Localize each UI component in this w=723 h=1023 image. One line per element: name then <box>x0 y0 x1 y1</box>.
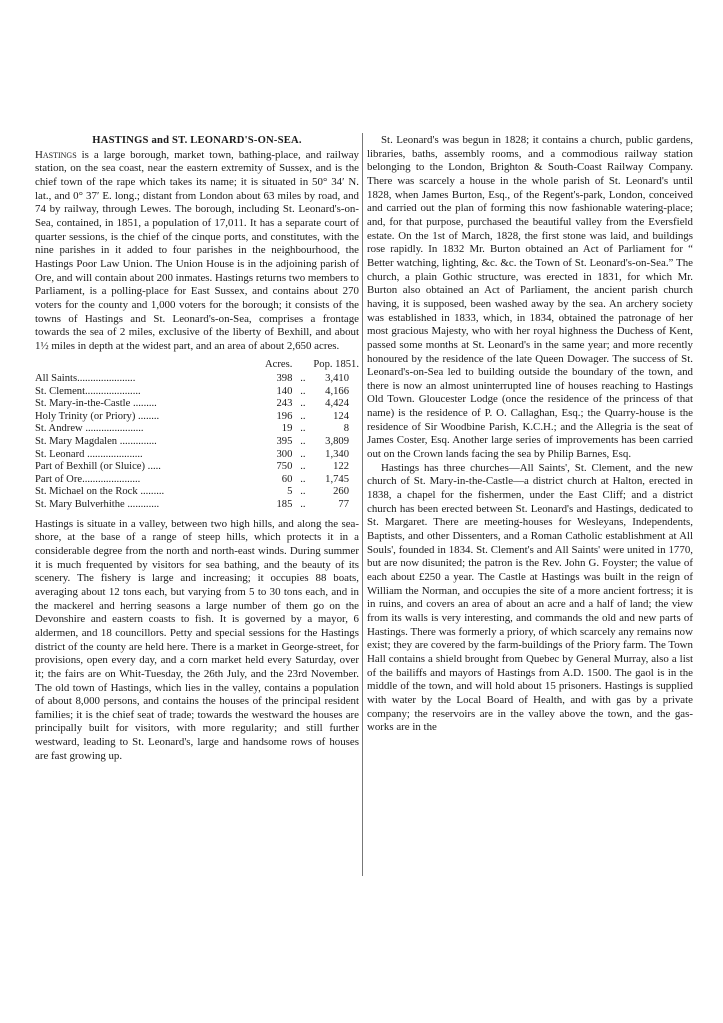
column-divider <box>362 133 363 876</box>
parish-acres: 140 <box>276 385 293 397</box>
parish-separator: .. <box>300 461 306 473</box>
parish-acres: 19 <box>281 423 293 435</box>
parish-acres: 395 <box>276 436 293 448</box>
parish-separator: .. <box>300 398 306 410</box>
parish-acres: 196 <box>276 410 293 422</box>
intro-text: is a large borough, market town, bathing-place, and railway station, on the sea coast, near the eastern extremity of Sussex, and is the chief town of the rape which takes its name; it is situated in 50° 34′ N. lat., and 0° 37′ E. long.; distant from London about 63 miles by road, and 74 by railway, through Lewes. The borough, including St. Leonard's-on-Sea, contained, in 1851, a population of 17,011. It has a separate court of quarter sessions, is the chief of the cinque ports, and constitutes, with the nine parishes in it added to four parishes in the neighbourhood, the Hastings Poor Law Union. The Union House is in the adjoining parish of Ore, and will contain about 200 inmates. Hastings returns two members to Parliament, is a polling-place for East Sussex, and contains about 270 voters for the county and 1,000 voters for the borough; it consists of the towns of Hastings and St. Leonard's-on-Sea, comprises a frontage towards the sea of 2 miles, exclusive of the liberty of Bexhill, and about 1½ miles in depth at the widest part, and an area of about 2,650 acres. <box>35 148 359 352</box>
article-title: HASTINGS and ST. LEONARD'S-ON-SEA. <box>92 135 302 146</box>
parish-row <box>35 474 359 487</box>
parish-acres: 398 <box>276 373 293 385</box>
parish-population: 260 <box>333 486 349 498</box>
parish-row <box>35 449 359 462</box>
parish-row <box>35 423 359 436</box>
parish-population: 4,166 <box>325 385 349 397</box>
parish-acres: 5 <box>287 486 293 498</box>
parish-acres: 60 <box>281 473 293 485</box>
parish-acres: 300 <box>276 448 293 460</box>
parish-separator: .. <box>300 423 306 435</box>
parish-name: All Saints...................... <box>35 373 136 385</box>
parish-separator: .. <box>300 486 306 498</box>
parish-name: St. Michael on the Rock ......... <box>35 486 165 498</box>
parish-acres: 185 <box>276 499 293 511</box>
parish-population: 77 <box>338 499 349 511</box>
intro-paragraph <box>35 149 359 354</box>
header-acres: Acres. <box>265 358 293 370</box>
parish-separator: .. <box>300 410 306 422</box>
parish-population: 3,410 <box>325 373 349 385</box>
parish-name: St. Clement..................... <box>35 385 141 397</box>
situation-paragraph: Hastings is situate in a valley, between two high hills, and along the sea-shore, at the base of a range of steep hills, which protects it in a considerable degree from the north and north-east winds. During summer it is much frequented by visitors for sea bathing, and the beauty of its scenery. The fishery is large and increasing; it occupies 88 boats, averaging about 12 tons each, but varying from 5 to 30 tons each, and in the mackerel and herring seasons a large number of them go on the Devonshire and eastern coasts to fish. It is governed by a mayor, 6 aldermen, and 18 councillors. Petty and special sessions for the Hastings district of the county are held here. There is a market in George-street, for provisions, open every day, and a corn market held every Saturday, over it; the fairs are on Whit-Tuesday, the 26th July, and the 23rd November. The old town of Hastings, which lies in the valley, contains a population of about 8,000 persons, and contains the houses of the principal resident families; it is the chief seat of trade; towards the westward the houses are principally built for visitors, with more regularity; and still further westward, leading to St. Leonard's, large and handsome rows of houses are fast growing up. <box>35 517 359 762</box>
parish-row <box>35 486 359 499</box>
parish-name: Holy Trinity (or Priory) ........ <box>35 410 160 422</box>
parish-row <box>35 461 359 474</box>
parish-row <box>35 398 359 411</box>
churches-paragraph: Hastings has three churches—All Saints', St. Clement, and the new church of St. Mary-in-the-Castle—a district church at Halton, erected in 1838, a chapel for the fishermen, under the East Cliff; and a district church has been erected between St. Leonard's and Hastings, dedicated to St. Margaret. There are meeting-houses for Wesleyans, Independents, Baptists, and other Dissenters, and a Roman Catholic establishment at All Souls', founded in 1834. St. Clement's and All Saints' were united in 1770, but are now disunited; the patron is the Rev. John G. Foyster; the value of each about £250 a year. The Castle at Hastings was built in the reign of William the Norman, and occupies the site of a more ancient fortress; it is in ruins, and covers an area of about an acre and a half of land; the view from its walls is very interesting, and commands the old and new parts of Hastings. There was formerly a priory, of which scarcely any remains now exist; they are covered by the farm-buildings of the Priory farm. The Town Hall contains a shield brought from Quebec by General Murray, also a list of the bailiffs and mayors of Hastings from A.D. 1500. The gaol is in the middle of the town, and will hold about 15 prisoners. Hastings is supplied with water by the Local Board of Health, and with gas by a private company; the reservoirs are in the valley above the town, and the gas-works are in the <box>367 461 693 734</box>
parish-name: Part of Ore...................... <box>35 473 141 485</box>
parish-name: St. Leonard ..................... <box>35 448 143 460</box>
parish-separator: .. <box>300 448 306 460</box>
parish-acres: 243 <box>276 398 293 410</box>
parish-population: 4,424 <box>325 398 349 410</box>
right-column <box>367 134 693 735</box>
parish-row <box>35 436 359 449</box>
parish-population: 8 <box>343 423 349 435</box>
parish-row <box>35 411 359 424</box>
parish-row <box>35 373 359 386</box>
parish-population: 3,809 <box>325 436 349 448</box>
parish-row <box>35 499 359 512</box>
lead-word: Hastings <box>35 148 77 161</box>
parish-population: 1,745 <box>325 473 349 485</box>
parish-name: St. Mary Magdalen .............. <box>35 436 157 448</box>
parish-separator: .. <box>300 385 306 397</box>
parish-name: St. Mary Bulverhithe ............ <box>35 499 160 511</box>
parish-table-header <box>35 359 359 374</box>
parish-row <box>35 386 359 399</box>
left-column <box>35 134 359 763</box>
parish-separator: .. <box>300 373 306 385</box>
parish-table <box>35 359 359 512</box>
parish-name: St. Andrew ...................... <box>35 423 144 435</box>
parish-separator: .. <box>300 436 306 448</box>
parish-acres: 750 <box>276 461 293 473</box>
parish-name: Part of Bexhill (or Sluice) ..... <box>35 461 161 473</box>
header-pop: Pop. 1851. <box>313 358 359 370</box>
parish-name: St. Mary-in-the-Castle ......... <box>35 398 157 410</box>
parish-separator: .. <box>300 473 306 485</box>
st-leonards-paragraph: St. Leonard's was begun in 1828; it contains a church, public gardens, libraries, baths, assembly rooms, and a commodious railway station belonging to the London, Brighton & South-Coast Railway Company. There was scarcely a house in the whole parish of St. Leonard's until 1828, when James Burton, Esq., of the Regent's-park, London, conceived and carried out the plan of forming this now fashionable watering-place; and, for that purpose, purchased the beautiful valley from the Eversfield estate. On the 1st of March, 1828, the first stone was laid, and buildings rose rapidly. In 1832 Mr. Burton obtained an Act of Parliament for “ Better watching, lighting, &c. &c. the Town of St. Leonard's-on-Sea.” The church, a plain Gothic structure, was erected in 1831, for which Mr. Burton also obtained an Act of Parliament, the ancient parish church having, it is supposed, been washed away by the sea. An archery society was established in 1833, which, in 1834, obtained the patronage of her most gracious Majesty, who with her royal highness the Duchess of Kent, passed some months at St. Leonard's in the same year; and more recently honoured by the residence of the late Queen Dowager. The success of St. Leonard's-on-Sea led to building outside the boundary of the town, and there is now an almost uninterrupted line of houses reaching to Hastings Old Town. Gloucester Lodge (once the residence of the princess of that name) is the residence of P. O. Callaghan, Esq.; the Quarry-house is the residence of Sir Woodbine Parish, K.C.H.; and the Allegria is the seat of James Coster, Esq. Another large series of improvements has been carried out on the Crown lands facing the sea by Philip Barnes, Esq. <box>367 134 693 461</box>
parish-population: 1,340 <box>325 448 349 460</box>
parish-population: 122 <box>333 461 349 473</box>
parish-separator: .. <box>300 499 306 511</box>
parish-population: 124 <box>333 410 349 422</box>
